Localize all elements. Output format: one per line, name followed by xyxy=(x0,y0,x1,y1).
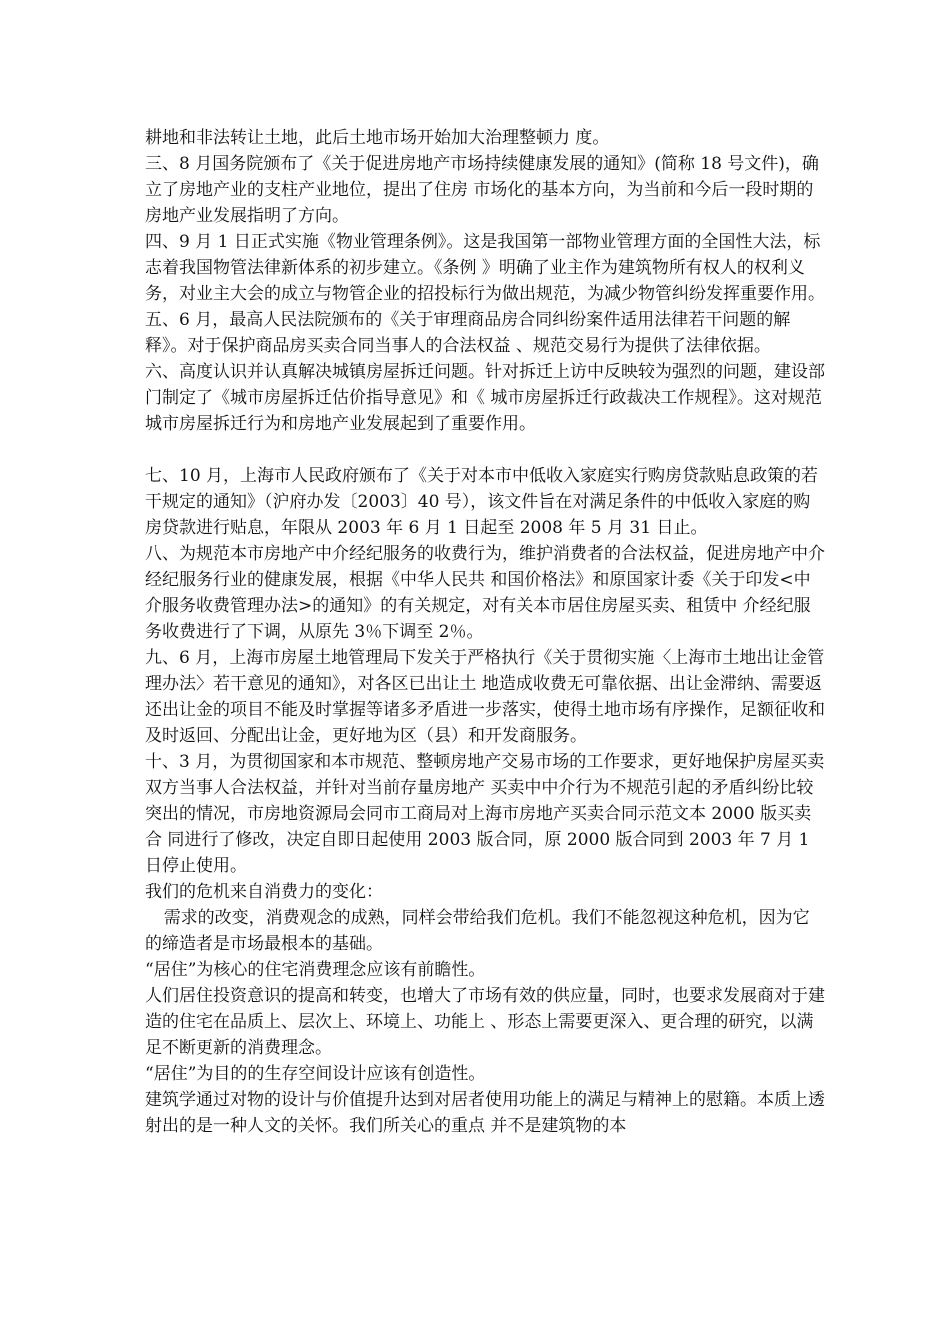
paragraph-item-8: 八、为规范本市房地产中介经纪服务的收费行为，维护消费者的合法权益，促进房地产中介经纪服务行业的健康发展，根据《中华人民共 和国价格法》和原国家计委《关于印发<中介服务收费管理办法>的通知》的有关规定，对有关本市居住房屋买卖、租赁中 介经纪服务收费进行了下调，从原先 3％下调至 2％。 xyxy=(145,544,825,642)
paragraph-item-3: 三、8 月国务院颁布了《关于促进房地产市场持续健康发展的通知》(简称 18 号文件)，确立了房地产业的支柱产业地位，提出了住房 市场化的基本方向，为当前和今后一段时期的房地产业发展指明了方向。 xyxy=(145,154,819,226)
paragraph-architecture: 建筑学通过对物的设计与价值提升达到对居者使用功能上的满足与精神上的慰籍。本质上透射出的是一种人文的关怀。我们所关心的重点 并不是建筑物的本 xyxy=(145,1090,825,1136)
paragraph-item-4: 四、9 月 1 日正式实施《物业管理条例》。这是我国第一部物业管理方面的全国性大法，标志着我国物管法律新体系的初步建立。《条例 》明确了业主作为建筑物所有权人的权利义务，对业主大会的成立与物管企业的招投标行为做出规范，为减少物管纠纷发挥重要作用。 xyxy=(145,232,825,304)
paragraph-item-6: 六、高度认识并认真解决城镇房屋拆迁问题。针对拆迁上访中反映较为强烈的问题，建设部门制定了《城市房屋拆迁估价指导意见》和《 城市房屋拆迁行政裁决工作规程》。这对规范城市房屋拆迁行为和房地产业发展起到了重要作用。 xyxy=(145,362,825,434)
paragraph-investment-awareness: 人们居住投资意识的提高和转变，也增大了市场有效的供应量，同时，也要求发展商对于建造的住宅在品质上、层次上、环境上、功能上 、形态上需要更深入、更合理的研究，以满足不断更新的消费理念。 xyxy=(145,986,825,1058)
paragraph-crisis-heading: 我们的危机来自消费力的变化： xyxy=(145,882,383,902)
paragraph-living-purpose: “居住”为目的的生存空间设计应该有创造性。 xyxy=(145,1064,486,1084)
paragraph-item-9: 九、6 月，上海市房屋土地管理局下发关于严格执行《关于贯彻实施〈上海市土地出让金管理办法〉若干意见的通知》，对各区已出让土 地造成收费无可靠依据、出让金滞纳、需要返还出让金的项目不能及时掌握等诸多矛盾进一步落实，使得土地市场有序操作，足额征收和 及时返回、分配出让金，更好地为区（县）和开发商服务。 xyxy=(145,648,825,746)
paragraph-land-rectification: 耕地和非法转让土地，此后土地市场开始加大治理整顿力 度。 xyxy=(145,128,610,148)
paragraph-spacer xyxy=(145,437,825,463)
document-body xyxy=(145,125,825,1139)
paragraph-demand-change: 需求的改变，消费观念的成熟，同样会带给我们危机。我们不能忽视这种危机，因为它的缔造者是市场最根本的基础。 xyxy=(145,908,810,954)
paragraph-item-5: 五、6 月，最高人民法院颁布的《关于审理商品房合同纠纷案件适用法律若干问题的解释》。对于保护商品房买卖合同当事人的合法权益 、规范交易行为提供了法律依据。 xyxy=(145,310,791,356)
paragraph-item-10: 十、3 月，为贯彻国家和本市规范、整顿房地产交易市场的工作要求，更好地保护房屋买卖双方当事人合法权益，并针对当前存量房地产 买卖中中介行为不规范引起的矛盾纠纷比较突出的情况，市房地资源局会同市工商局对上海市房地产买卖合同示范文本 2000 版买卖合 同进行了修改，决定自即日起使用 2003 版合同，原 2000 版合同到 2003 年 7 月 1 日停止使用。 xyxy=(145,752,825,876)
paragraph-living-core: “居住”为核心的住宅消费理念应该有前瞻性。 xyxy=(145,960,486,980)
paragraph-item-7: 七、10 月，上海市人民政府颁布了《关于对本市中低收入家庭实行购房贷款贴息政策的若干规定的通知》（沪府办发〔2003〕40 号），该文件旨在对满足条件的中低收入家庭的购房贷款进行贴息，年限从 2003 年 6 月 1 日起至 2008 年 5 月 31 日止。 xyxy=(145,466,819,538)
